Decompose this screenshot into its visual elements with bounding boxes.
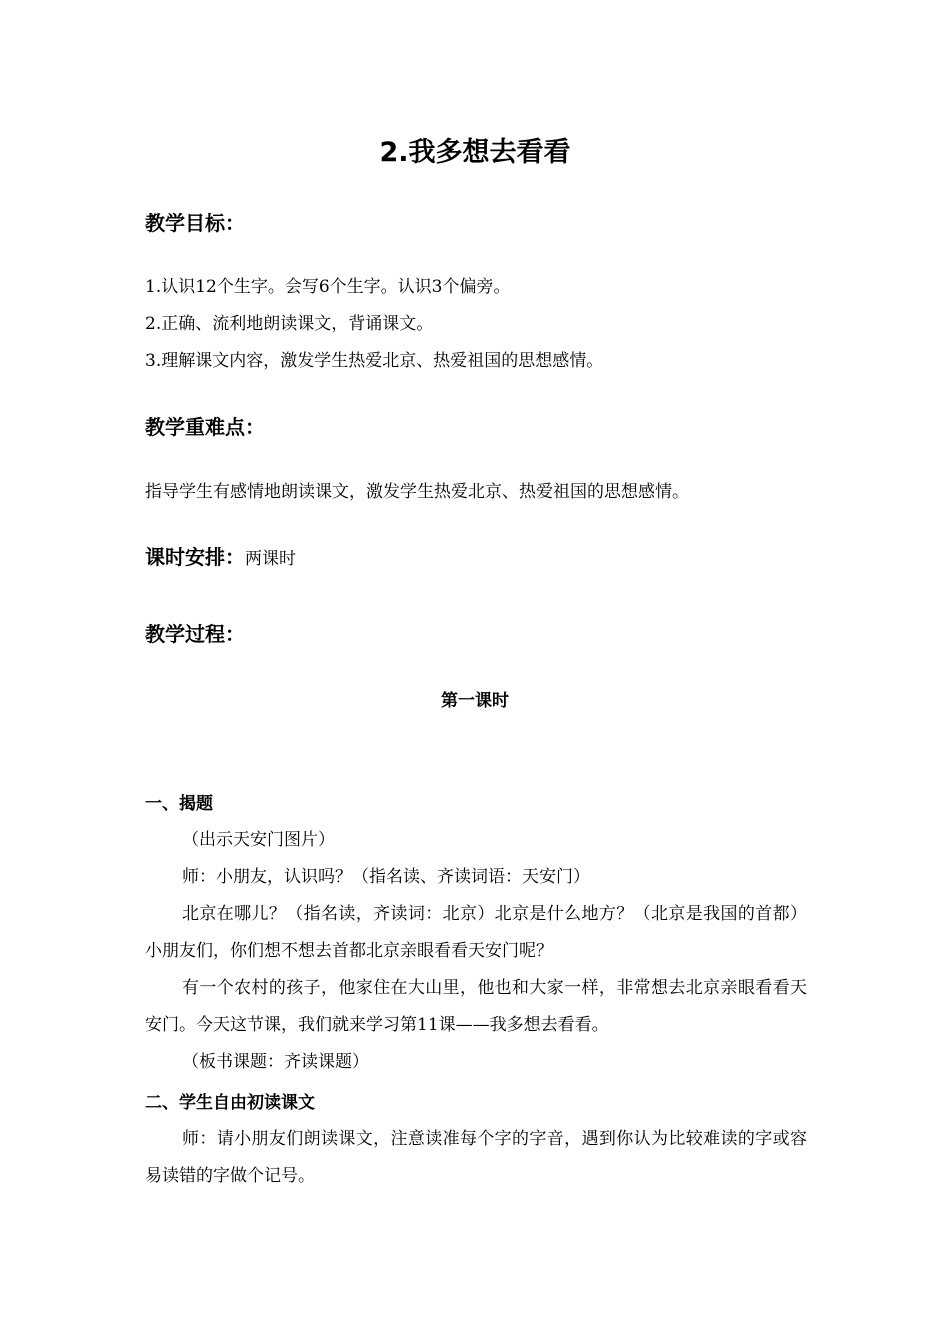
key-points-text: 指导学生有感情地朗读课文，激发学生热爱北京、热爱祖国的思想感情。 xyxy=(145,482,689,502)
section1-paragraph-3: 北京在哪儿？（指名读，齐读词：北京）北京是什么地方？（北京是我国的首都）小朋友们，你们想不想去首都北京亲眼看看天安门呢？ xyxy=(145,904,807,961)
key-points-heading: 教学重难点： xyxy=(145,415,265,439)
objective-item-1: 1.认识12个生字。会写6个生字。认识3个偏旁。 xyxy=(145,277,511,297)
section2-heading: 二、学生自由初读课文 xyxy=(145,1093,315,1113)
schedule-value: 两课时 xyxy=(245,549,296,569)
section1-heading: 一、揭题 xyxy=(145,794,213,814)
section1-paragraph-2: 师：小朋友，认识吗？（指名读、齐读词语：天安门） xyxy=(182,867,590,887)
objectives-heading: 教学目标： xyxy=(145,211,245,235)
section1-paragraph-5: （板书课题：齐读课题） xyxy=(182,1052,369,1072)
schedule-row xyxy=(145,542,296,574)
process-heading: 教学过程： xyxy=(145,622,245,646)
schedule-heading: 课时安排： xyxy=(145,545,245,569)
lesson-title: 第一课时 xyxy=(441,691,509,711)
section1-paragraph-4: 有一个农村的孩子，他家住在大山里，他也和大家一样，非常想去北京亲眼看看天安门。今天这节课，我们就来学习第11课——我多想去看看。 xyxy=(145,978,807,1035)
page-title: 2.我多想去看看 xyxy=(379,137,571,168)
section2-paragraph-1: 师：请小朋友们朗读课文，注意读准每个字的字音，遇到你认为比较难读的字或容易读错的字做个记号。 xyxy=(145,1129,807,1186)
objective-item-2: 2.正确、流利地朗读课文，背诵课文。 xyxy=(145,314,434,334)
objective-item-3: 3.理解课文内容，激发学生热爱北京、热爱祖国的思想感情。 xyxy=(145,351,604,371)
section1-paragraph-1: （出示天安门图片） xyxy=(182,830,335,850)
